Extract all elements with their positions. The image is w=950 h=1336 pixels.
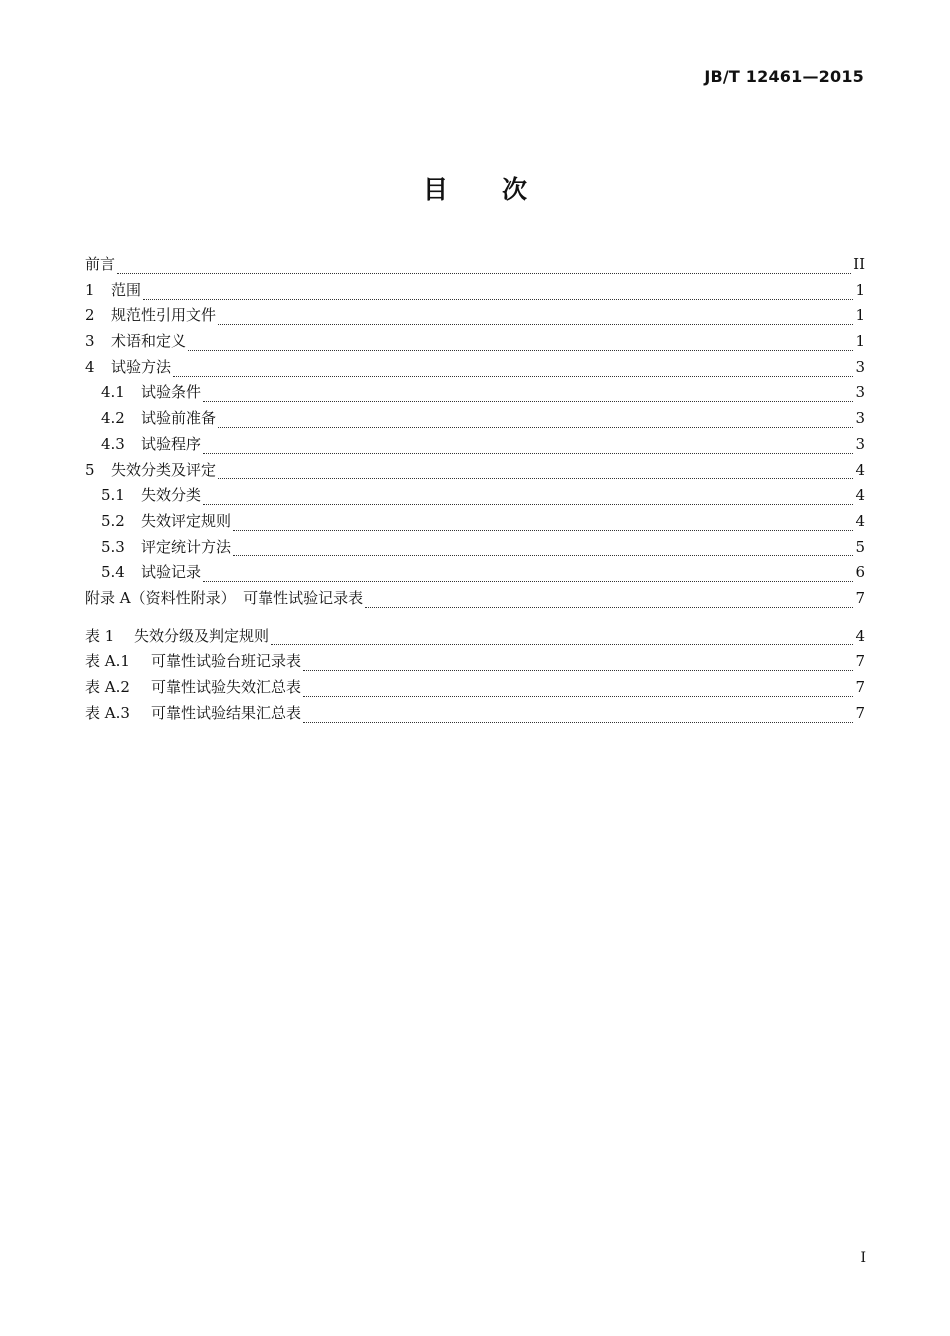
toc-entry-5-2[interactable] xyxy=(85,509,865,535)
toc-entry-page: 4 xyxy=(855,460,865,479)
leader-dots xyxy=(117,263,851,275)
toc-entry-label: 术语和定义 xyxy=(111,332,187,351)
toc-entry-page: 3 xyxy=(855,409,865,428)
toc-entry-page: 3 xyxy=(855,434,865,453)
page-title: 目次 xyxy=(422,175,581,204)
toc-entry-label: 前言 xyxy=(85,255,116,273)
toc-entry-3[interactable] xyxy=(85,329,865,355)
toc-entry-page: 6 xyxy=(855,563,865,582)
table-entry-label: 可靠性试验台班记录表 xyxy=(151,652,302,671)
table-entry-a3[interactable] xyxy=(85,701,865,727)
toc-entry-number: 4 xyxy=(85,357,95,376)
table-entry-a1[interactable] xyxy=(85,649,865,675)
table-entry-label: 可靠性试验结果汇总表 xyxy=(151,703,302,722)
toc-entry-1[interactable] xyxy=(85,278,865,304)
toc-entry-number: 4.3 xyxy=(101,434,125,453)
toc-entry-page: 4 xyxy=(855,486,865,505)
toc-entry-label: 试验前准备 xyxy=(141,409,217,428)
toc-entry-5-4[interactable] xyxy=(85,560,865,586)
toc-entry-2[interactable] xyxy=(85,303,865,329)
leader-dots xyxy=(173,366,853,378)
toc-entry-number: 5.1 xyxy=(101,486,125,505)
leader-dots xyxy=(203,443,853,455)
toc-entry-number: 3 xyxy=(85,332,95,351)
toc-entry-page: 5 xyxy=(855,537,865,556)
toc-entry-4-2[interactable] xyxy=(85,406,865,432)
leader-dots xyxy=(203,571,853,583)
leader-dots xyxy=(303,660,853,672)
toc-entry-page: 3 xyxy=(855,383,865,402)
toc-entry-number: 5 xyxy=(85,460,95,479)
leader-dots xyxy=(271,634,853,646)
table-entry-a2[interactable] xyxy=(85,675,865,701)
toc-entry-number: 5.4 xyxy=(101,563,125,582)
toc-entry-number: 4.2 xyxy=(101,409,125,428)
leader-dots xyxy=(188,340,853,352)
toc-entry-4-3[interactable] xyxy=(85,432,865,458)
toc-entry-label: 试验记录 xyxy=(141,563,202,582)
toc-entry-5-3[interactable] xyxy=(85,535,865,561)
toc-entry-4[interactable] xyxy=(85,355,865,381)
toc-entry-label: 范围 xyxy=(111,280,142,299)
toc-entry-number: 1 xyxy=(85,280,95,299)
table-of-contents xyxy=(85,252,865,726)
leader-dots xyxy=(218,314,853,326)
toc-entry-label: 试验方法 xyxy=(111,357,172,376)
table-entry-page: 7 xyxy=(855,678,865,696)
toc-entry-label: 失效评定规则 xyxy=(141,511,232,530)
toc-entry-page: 1 xyxy=(855,332,865,351)
table-entry-number: 表 A.2 xyxy=(85,678,130,696)
leader-dots xyxy=(218,468,853,480)
table-entry-page: 7 xyxy=(855,703,865,722)
leader-dots xyxy=(203,391,853,403)
leader-dots xyxy=(365,597,853,609)
toc-entry-label: 失效分类及评定 xyxy=(111,460,217,479)
toc-entry-page: 3 xyxy=(855,357,865,376)
standard-code: JB/T 12461—2015 xyxy=(704,67,864,86)
toc-entry-page: 1 xyxy=(855,306,865,325)
table-entry-label: 失效分级及判定规则 xyxy=(134,626,270,645)
toc-entry-number: 5.2 xyxy=(101,511,125,530)
toc-entry-label: 失效分类 xyxy=(141,486,202,505)
toc-entry-4-1[interactable] xyxy=(85,380,865,406)
table-entry-number: 表 A.1 xyxy=(85,652,130,671)
table-entry-number: 表 1 xyxy=(85,626,115,645)
toc-entry-page: 7 xyxy=(855,588,865,607)
leader-dots xyxy=(203,494,853,506)
toc-entry-5-1[interactable] xyxy=(85,483,865,509)
table-entry-1[interactable] xyxy=(85,624,865,650)
table-entry-number: 表 A.3 xyxy=(85,703,130,722)
leader-dots xyxy=(233,545,853,557)
toc-entry-appendix-a[interactable] xyxy=(85,586,865,612)
toc-entry-5[interactable] xyxy=(85,458,865,484)
leader-dots xyxy=(303,712,853,724)
leader-dots xyxy=(303,686,853,698)
toc-entry-label: 试验程序 xyxy=(141,434,202,453)
toc-entry-label: 试验条件 xyxy=(141,383,202,402)
toc-entry-page: 1 xyxy=(855,280,865,299)
toc-entry-page: II xyxy=(853,255,865,273)
leader-dots xyxy=(233,520,853,532)
table-entry-page: 4 xyxy=(855,626,865,645)
toc-entry-number: 4.1 xyxy=(101,383,125,402)
toc-entry-label: 附录 A（资料性附录） 可靠性试验记录表 xyxy=(85,588,364,607)
table-entry-page: 7 xyxy=(855,652,865,671)
toc-entry-foreword[interactable] xyxy=(85,252,865,278)
leader-dots xyxy=(218,417,853,429)
table-entry-label: 可靠性试验失效汇总表 xyxy=(151,678,302,696)
toc-entry-page: 4 xyxy=(855,511,865,530)
toc-entry-label: 规范性引用文件 xyxy=(111,306,217,325)
toc-entry-label: 评定统计方法 xyxy=(141,537,232,556)
toc-entry-number: 2 xyxy=(85,306,95,325)
page-number: I xyxy=(860,1250,866,1266)
leader-dots xyxy=(143,289,853,301)
toc-entry-number: 5.3 xyxy=(101,537,125,556)
